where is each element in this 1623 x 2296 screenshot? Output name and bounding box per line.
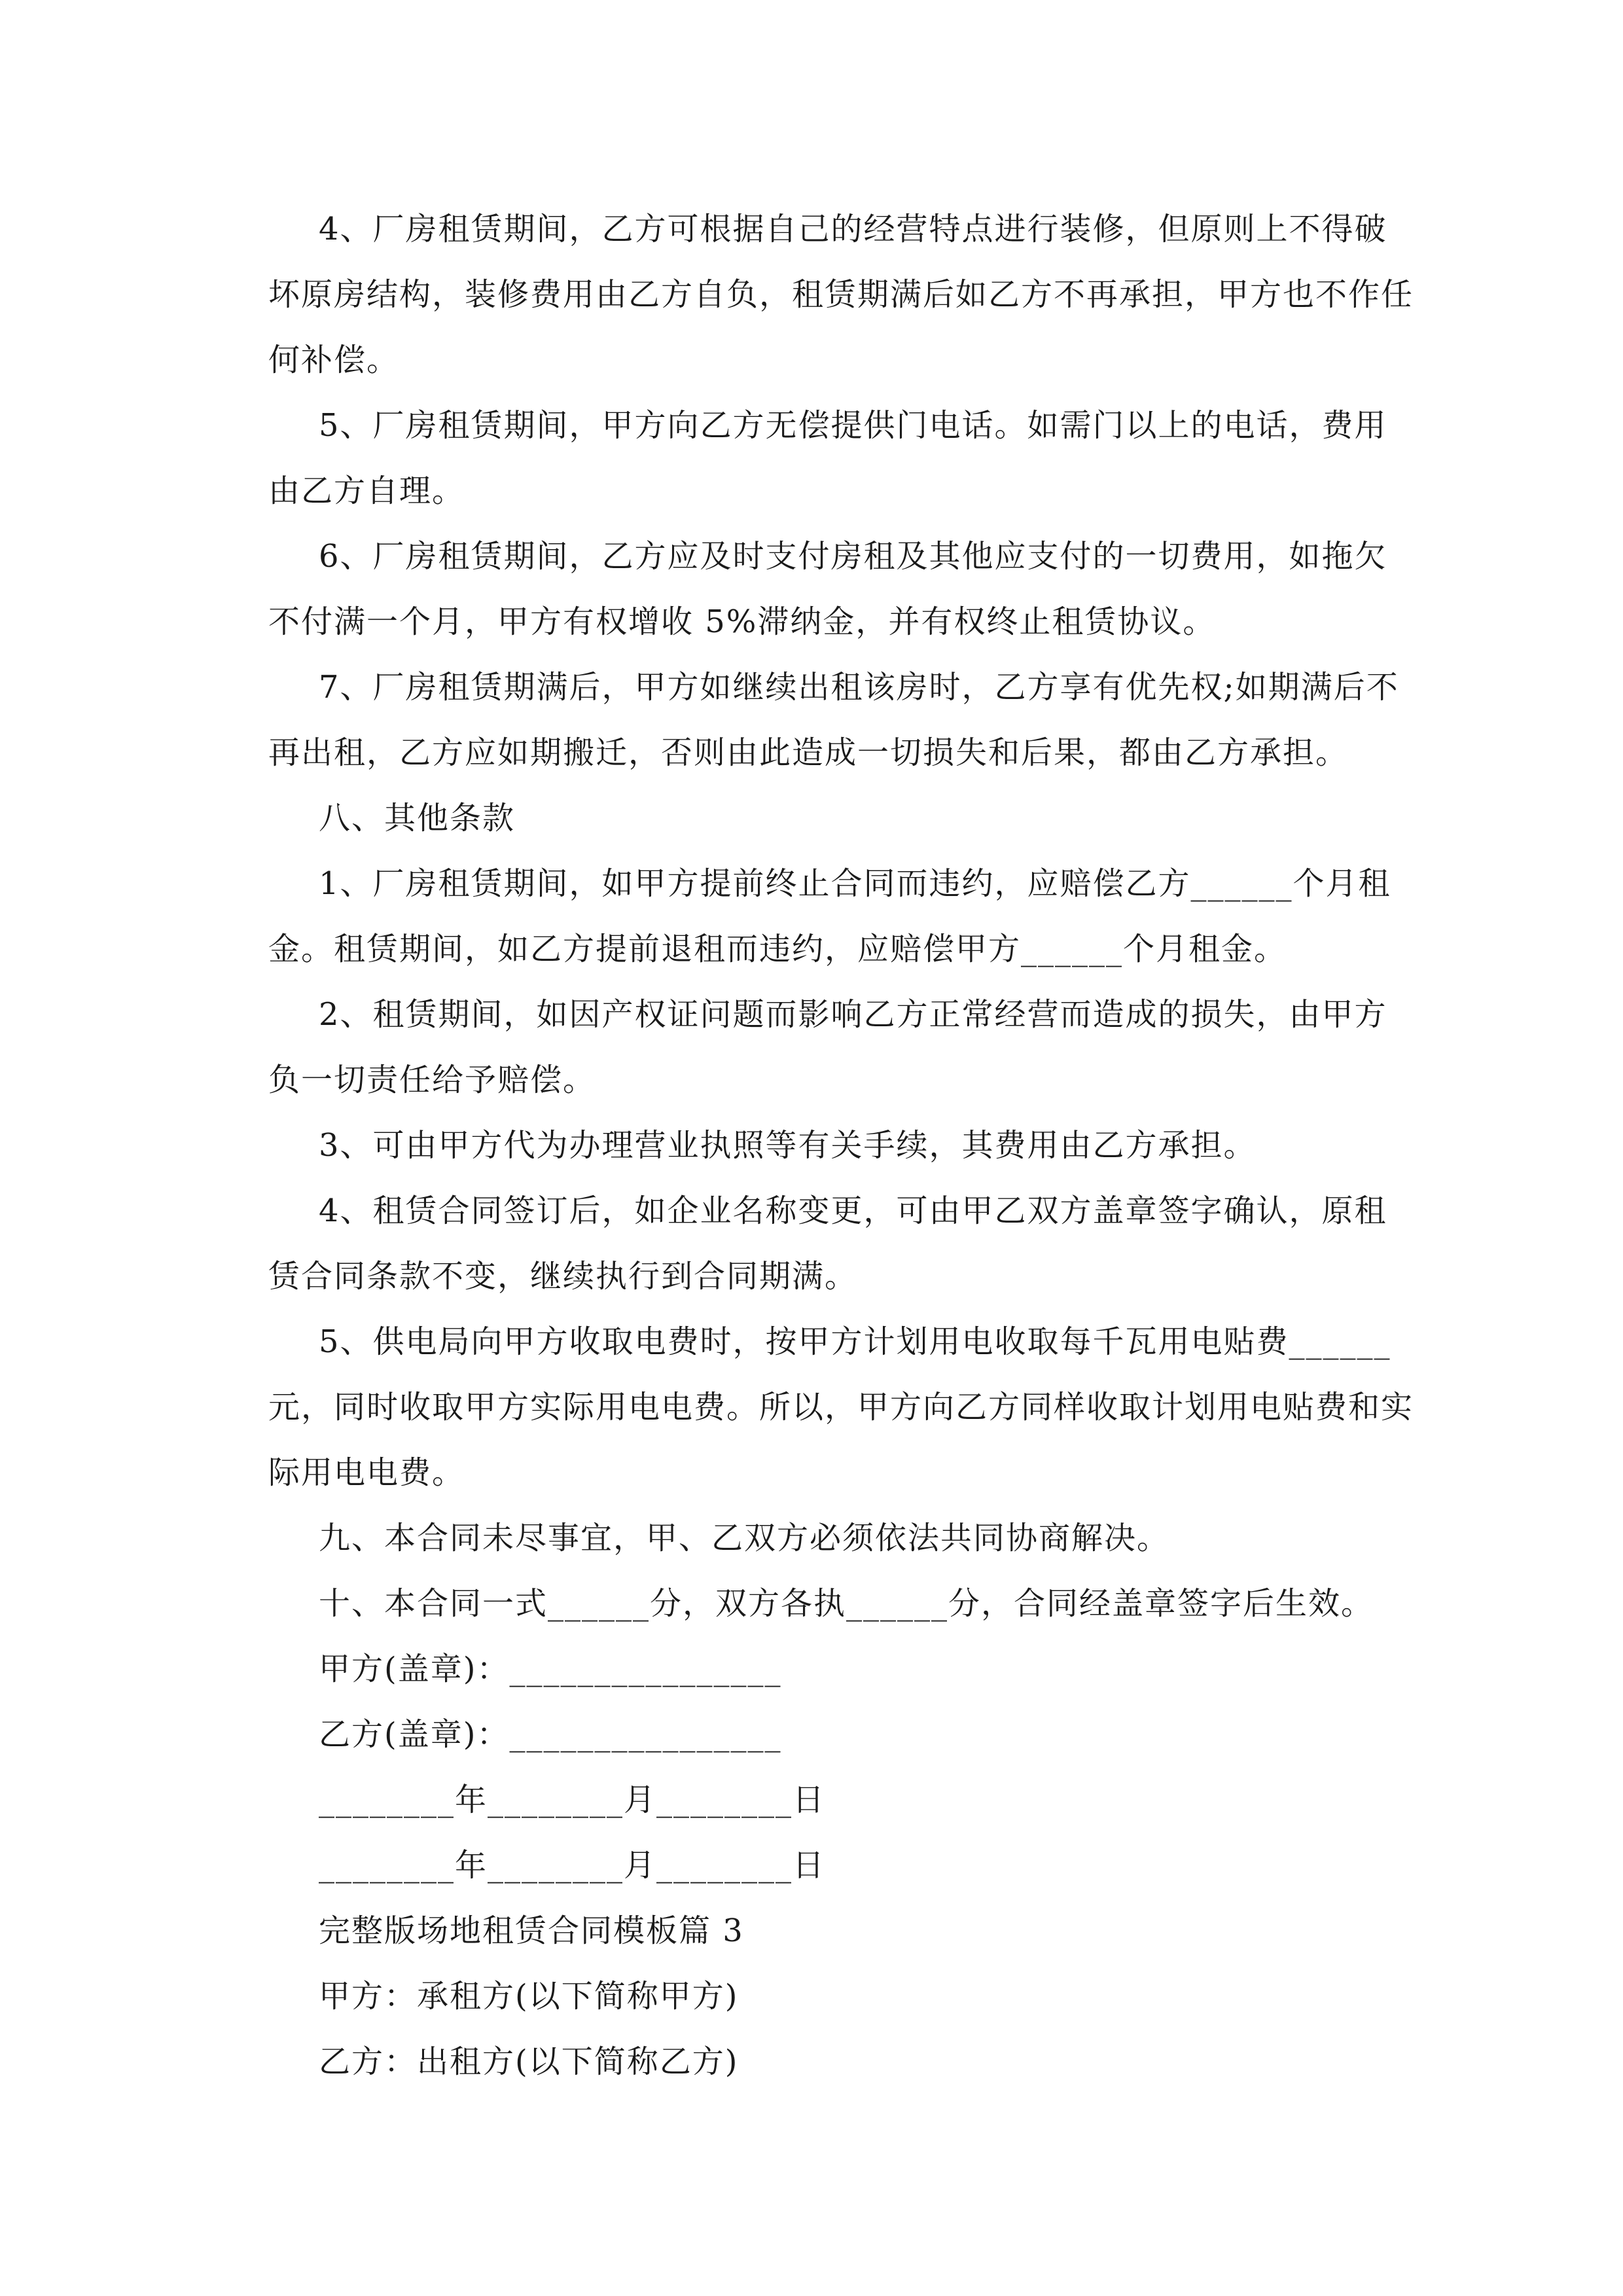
paragraph-line: 5、厂房租赁期间，甲方向乙方无偿提供门电话。如需门以上的电话，费用 <box>319 407 1387 444</box>
paragraph-line: 7、厂房租赁期满后，甲方如继续出租该房时，乙方享有优先权;如期满后不 <box>319 669 1399 706</box>
paragraph-line: 负一切责任给予赔偿。 <box>268 1062 596 1098</box>
paragraph-line: 4、厂房租赁期间，乙方可根据自己的经营特点进行装修，但原则上不得破 <box>319 211 1387 247</box>
paragraph-line: 由乙方自理。 <box>268 473 465 509</box>
document-body <box>268 196 1414 2094</box>
paragraph-line: 赁合同条款不变，继续执行到合同期满。 <box>268 1258 858 1295</box>
paragraph-line: 2、租赁期间，如因产权证问题而影响乙方正常经营而造成的损失，由甲方 <box>319 996 1387 1033</box>
paragraph-line: 不付满一个月，甲方有权增收 5%滞纳金，并有权终止租赁协议。 <box>268 603 1216 640</box>
paragraph-line: 4、租赁合同签订后，如企业名称变更，可由甲乙双方盖章签字确认，原租 <box>319 1193 1387 1229</box>
paragraph-line: 金。租赁期间，如乙方提前退租而违约，应赔偿甲方______个月租金。 <box>268 931 1287 967</box>
paragraph-line: 际用电电费。 <box>268 1454 465 1491</box>
paragraph-line: 何补偿。 <box>268 342 400 378</box>
document-subtitle: 完整版场地租赁合同模板篇 3 <box>319 1912 744 1949</box>
paragraph-line: 1、厂房租赁期间，如甲方提前终止合同而违约，应赔偿乙方______个月租 <box>319 865 1391 902</box>
paragraph-line: 再出租，乙方应如期搬迁，否则由此造成一切损失和后果，都由乙方承担。 <box>268 734 1349 771</box>
party-b-definition: 乙方：出租方(以下简称乙方) <box>319 2043 739 2080</box>
signature-party-a: 甲方(盖章)：________________ <box>319 1651 782 1687</box>
section-heading: 十、本合同一式______分，双方各执______分，合同经盖章签字后生效。 <box>319 1585 1374 1622</box>
signature-date: ________年________月________日 <box>319 1782 826 1818</box>
party-a-definition: 甲方：承租方(以下简称甲方) <box>319 1978 739 2015</box>
signature-date: ________年________月________日 <box>319 1847 826 1884</box>
paragraph-line: 元，同时收取甲方实际用电电费。所以，甲方向乙方同样收取计划用电贴费和实 <box>268 1389 1414 1426</box>
paragraph-line: 3、可由甲方代为办理营业执照等有关手续，其费用由乙方承担。 <box>319 1127 1257 1164</box>
paragraph-line: 坏原房结构，装修费用由乙方自负，租赁期满后如乙方不再承担，甲方也不作任 <box>268 276 1414 313</box>
paragraph-line: 5、供电局向甲方收取电费时，按甲方计划用电收取每千瓦用电贴费______ <box>319 1323 1391 1360</box>
section-heading: 九、本合同未尽事宜，甲、乙双方必须依法共同协商解决。 <box>319 1520 1170 1556</box>
signature-party-b: 乙方(盖章)：________________ <box>319 1716 782 1753</box>
section-heading: 八、其他条款 <box>319 800 516 836</box>
paragraph-line: 6、厂房租赁期间，乙方应及时支付房租及其他应支付的一切费用，如拖欠 <box>319 538 1387 575</box>
